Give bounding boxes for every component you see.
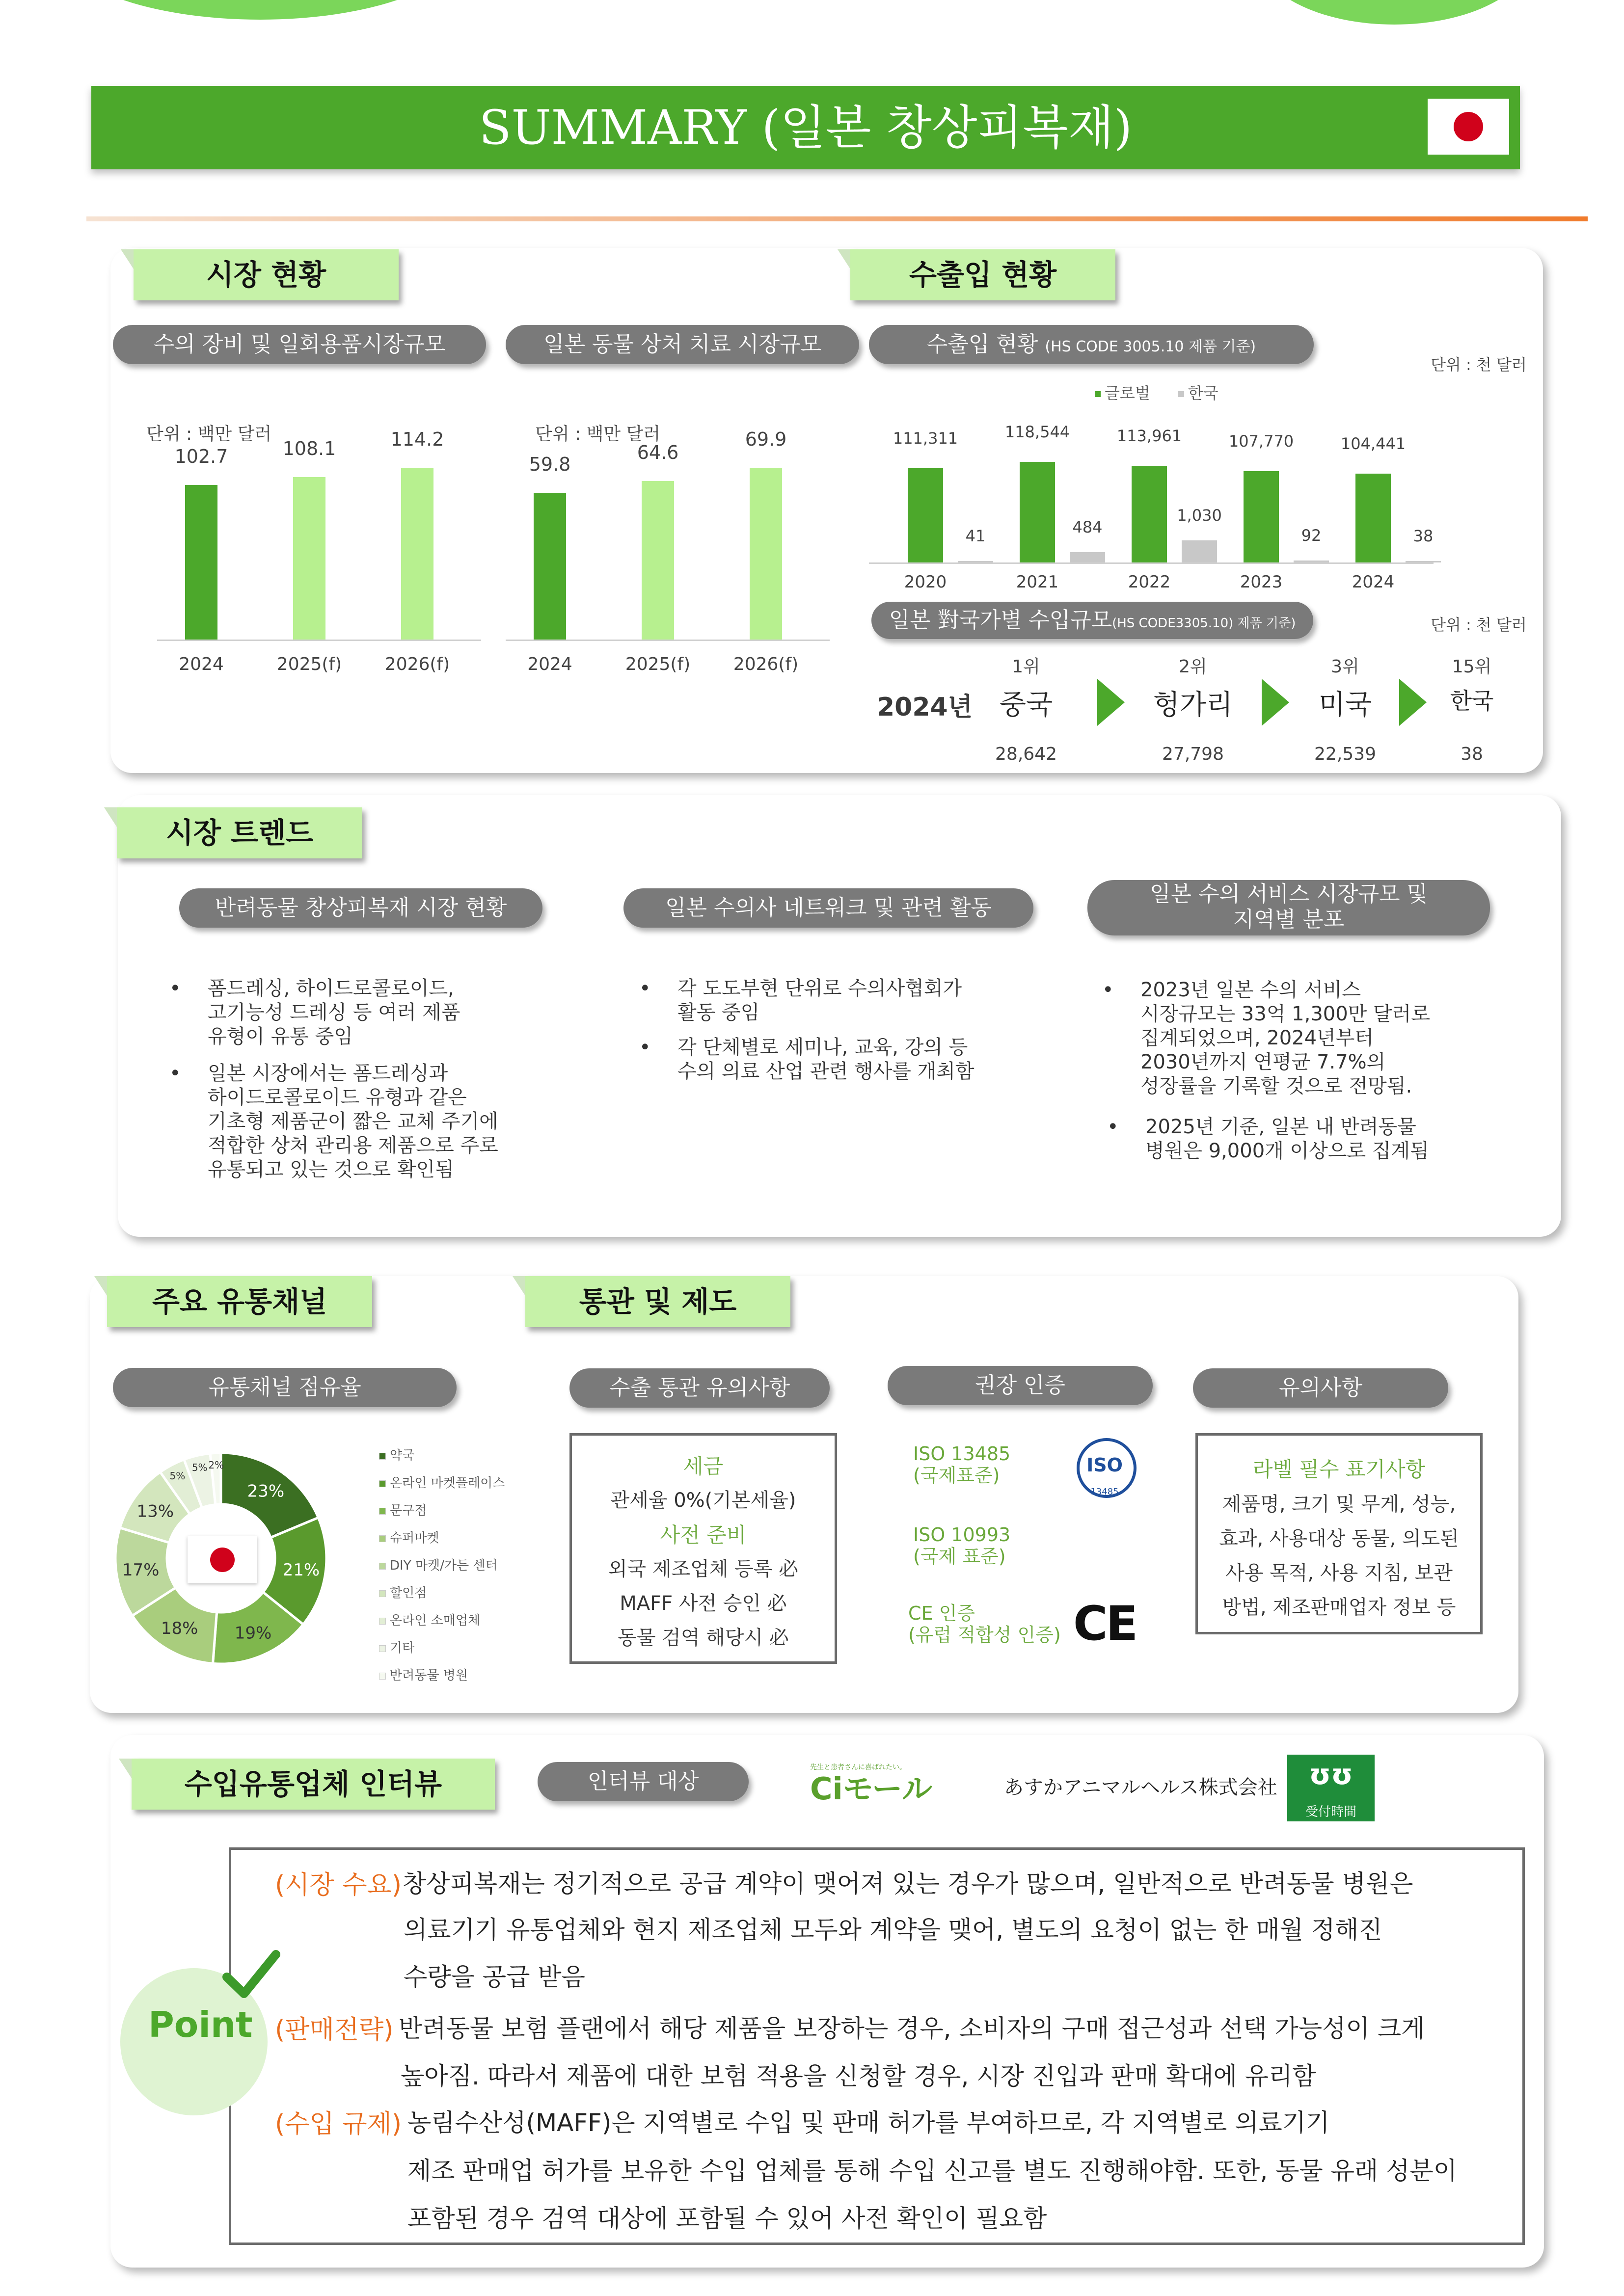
interview-row2-line2: 높아짐. 따라서 제품에 대한 보험 적용을 신청할 경우, 시장 진입과 판매 확대에 유리함 [401,2062,1316,2090]
customs-line-3: MAFF 사전 승인 必 [620,1592,787,1615]
chevron-right-icon [1262,679,1289,726]
trade-year-label: 2021 [1016,572,1059,592]
legend-label: 문구점 [390,1503,427,1518]
rank-position: 1위 [1012,657,1040,677]
rank-position: 15위 [1452,657,1492,677]
year-label: 2024년 [877,693,973,722]
iso13485-label: ISO 13485 (국제표준) [913,1443,1011,1486]
legend-swatch [379,1590,386,1597]
cert-pill: 권장 인증 [888,1366,1153,1405]
legend-label: 약국 [390,1448,415,1463]
interview-kw-2: (판매전략) [275,2015,394,2045]
chart1-bar [293,477,325,640]
trend-col2-bullet-1: • 각 도도부현 단위로 수의사협회가 활동 중임 [639,977,962,1024]
ce-label: CE 인증 (유럽 적합성 인증) [908,1602,1061,1646]
chart1-bar [185,485,217,640]
trade-korea-label: 38 [1413,527,1434,545]
trade-korea-label: 92 [1301,526,1322,545]
rank-value: 22,539 [1314,744,1376,764]
trend-col3-bullet-1: • 2023년 일본 수의 서비스 시장규모는 33억 1,300만 달러로 집계되었으며, 2024년부터 2030년까지 연평균 7.7%의 성장률을 기록할 것으로 전망됨. [1102,979,1430,1097]
chart1-value-label: 102.7 [174,446,228,468]
donut-slice-label: 18% [161,1618,198,1638]
divider [86,216,1588,221]
legend-swatch [379,1563,386,1570]
point-label: Point [148,2004,253,2045]
chart2-value-label: 64.6 [637,441,679,463]
trade-unit: 단위 : 천 달러 [1431,355,1527,374]
channel-pill: 유통채널 점유율 [113,1368,457,1407]
chart1-category-label: 2024 [179,654,224,674]
trade-korea-bar [1406,561,1441,562]
import-pill [871,602,1313,639]
trade-global-label: 111,311 [893,428,958,448]
japan-flag-icon [1428,99,1509,155]
channel-legend-item [379,1665,468,1683]
trade-korea-bar [958,561,993,562]
trade-legend-global: 글로벌 [1095,381,1150,403]
interview-kw-3: (수입 규제) [275,2109,402,2139]
notes-box [1195,1433,1483,1634]
legend-label: 반려동물 병원 [390,1668,468,1683]
chart2-axis [506,640,830,641]
chart1-unit: 단위 : 백만 달러 [146,424,272,444]
channel-section-title: 주요 유통채널 [107,1276,372,1327]
trade-global-bar [1355,474,1391,562]
legend-swatch [379,1618,386,1625]
customs-pill: 수출 통관 유의사항 [569,1368,830,1408]
trade-year-label: 2023 [1240,572,1283,592]
trade-pill-sub: (HS CODE 3005.10 제품 기준) [1045,338,1256,355]
checkmark-icon [222,1949,281,2002]
ci-mall-logo: 先生と患者さんに喜ばれたい。 Ciモール [810,1763,933,1807]
legend-label: 온라인 소매업체 [390,1613,481,1628]
donut-slice-label: 21% [282,1560,320,1580]
chart2-bar [534,493,566,640]
notes-heading: 라벨 필수 표기사항 [1252,1457,1426,1481]
channel-legend-item [379,1445,414,1464]
chart2-category-label: 2024 [527,654,572,674]
channel-legend-item [379,1583,427,1601]
customs-heading-tax: 세금 [683,1454,724,1478]
import-unit: 단위 : 천 달러 [1431,615,1527,634]
reception-logo: ʊʊ 受付時間 [1287,1755,1375,1821]
interview-row3-line1: 농림수산성(MAFF)은 지역별로 수입 및 판매 허가를 부여하므로, 각 지역별로 의료기기 [407,2109,1330,2137]
trade-global-bar [1020,462,1055,562]
trend-col2-bullet-2: • 각 단체별로 세미나, 교육, 강의 등 수의 의료 산업 관련 행사를 개최함 [639,1036,974,1083]
trade-global-label: 113,961 [1116,426,1182,445]
donut-slice-label: 23% [247,1481,285,1501]
donut-slice-label: 5% [169,1469,186,1482]
iso-logo-icon: ISO 13485 [1073,1436,1137,1499]
donut-slice-label: 2% [208,1459,224,1471]
donut-slice-label: 13% [136,1501,174,1522]
chart2-value-label: 59.8 [529,453,571,475]
rank-country: 미국 [1318,689,1372,721]
trend-col1-bullet-1: • 폼드레싱, 하이드로콜로이드, 고기능성 드레싱 등 여러 제품 유형이 유통 중임 [169,977,460,1048]
legend-swatch [379,1535,386,1542]
customs-line-2: 외국 제조업체 등록 必 [608,1558,799,1580]
ce-mark-icon: CE [1073,1596,1137,1651]
legend-swatch [379,1645,386,1652]
rank-country: 한국 [1450,688,1494,714]
chart1-value-label: 108.1 [282,437,336,459]
chart2-bar [642,481,674,640]
chart1-pill: 수의 장비 및 일회용품시장규모 [113,325,486,364]
legend-label: DIY 마켓/가든 센터 [390,1558,498,1573]
trade-year-label: 2024 [1352,572,1395,592]
trade-korea-label: 484 [1072,517,1103,536]
donut-slice-label: 19% [234,1623,272,1643]
interview-row1-line1: 창상피복재는 정기적으로 공급 계약이 맺어져 있는 경우가 많으며, 일반적으로 반려동물 병원은 [403,1869,1413,1898]
trade-korea-label: 1,030 [1177,506,1222,525]
customs-line-1: 관세율 0%(기본세율) [610,1489,796,1512]
interview-kw-1: (시장 수요) [275,1870,402,1900]
chart2-category-label: 2026(f) [733,654,799,674]
trade-global-label: 107,770 [1228,431,1294,451]
trend-col3-pill: 일본 수의 서비스 시장규모 및 지역별 분포 [1087,880,1490,935]
donut-slice-label: 5% [191,1461,208,1473]
trade-global-bar [1244,471,1279,562]
trade-axis [869,562,1434,564]
trade-pill-main: 수출입 현황 [926,332,1038,357]
interview-pill: 인터뷰 대상 [538,1762,749,1801]
market-section-title: 시장 현황 [134,249,399,300]
chart1-value-label: 114.2 [390,428,444,450]
interview-section-title: 수입유통업체 인터뷰 [132,1759,495,1810]
iso10993-label: ISO 10993 (국제 표준) [913,1524,1011,1567]
trade-korea-label: 41 [965,527,986,545]
donut-slice-label: 17% [122,1560,160,1580]
decorative-blob-right [1257,0,1532,25]
rank-position: 3위 [1331,657,1359,677]
notes-line-2: 효과, 사용대상 동물, 의도된 [1219,1527,1459,1550]
customs-box [569,1433,837,1664]
trade-year-label: 2022 [1128,572,1171,592]
page-title: SUMMARY (일본 창상피복재) [479,100,1133,155]
interview-row1-line2: 의료기기 유통업체와 현지 제조업체 모두와 계약을 맺어, 별도의 요청이 없는 한 매월 정해진 [404,1916,1382,1944]
trend-col1-pill: 반려동물 창상피복재 시장 현황 [179,888,542,928]
legend-label: 온라인 마켓플레이스 [390,1476,505,1491]
decorative-blob-left [59,0,461,20]
trade-pill [869,325,1314,364]
legend-swatch [379,1453,386,1460]
chart2-pill: 일본 동물 상처 치료 시장규모 [506,325,859,364]
trade-section-title: 수출입 현황 [850,249,1115,300]
trend-section-title: 시장 트렌드 [117,807,362,858]
legend-swatch [379,1508,386,1515]
legend-label: 슈퍼마켓 [390,1531,439,1546]
import-pill-main: 일본 對국가별 수입규모 [889,608,1112,633]
channel-legend-item [379,1500,427,1519]
trade-global-label: 104,441 [1340,434,1406,454]
rank-value: 38 [1461,744,1483,764]
rank-value: 28,642 [995,744,1057,764]
chart2-bar [750,468,782,640]
notes-line-3: 사용 목적, 사용 지침, 보관 [1225,1562,1453,1584]
chart1-axis [157,640,481,641]
trade-korea-bar [1070,552,1105,562]
channel-legend-item [379,1528,439,1546]
chart2-category-label: 2025(f) [625,654,691,674]
chart1-bar [401,468,433,640]
chevron-right-icon [1399,679,1427,726]
customs-section-title: 통관 및 제도 [525,1276,790,1327]
legend-swatch [379,1480,386,1487]
channel-legend-item [379,1638,414,1656]
customs-heading-prep: 사전 준비 [660,1523,747,1547]
trend-col3-bullet-2: • 2025년 기준, 일본 내 반려동물 병원은 9,000개 이상으로 집계됨 [1107,1116,1429,1162]
chart2-value-label: 69.9 [745,428,787,450]
chevron-right-icon [1097,679,1125,726]
notes-line-1: 제품명, 크기 및 무게, 성능, [1222,1493,1456,1516]
interview-row2-line1: 반려동물 보험 플랜에서 해당 제품을 보장하는 경우, 소비자의 구매 접근성과 선택 가능성이 크게 [399,2014,1425,2043]
trade-global-bar [908,468,943,562]
legend-swatch [379,1673,386,1680]
legend-label: 할인점 [390,1586,427,1601]
notes-line-4: 방법, 제조판매업자 정보 등 [1222,1596,1456,1619]
legend-label: 기타 [390,1641,415,1655]
trend-col2-pill: 일본 수의사 네트워크 및 관련 활동 [623,888,1033,928]
japan-flag-icon [188,1536,257,1583]
interview-row3-line3: 포함된 경우 검역 대상에 포함될 수 있어 사전 확인이 필요함 [407,2204,1047,2233]
notes-pill: 유의사항 [1193,1368,1448,1408]
chart2-unit: 단위 : 백만 달러 [535,424,661,444]
chart1-category-label: 2026(f) [384,654,450,674]
trade-global-label: 118,544 [1004,423,1070,441]
channel-legend-item [379,1473,505,1491]
trade-korea-bar [1182,540,1217,562]
header-bar [91,86,1520,169]
interview-row3-line2: 제조 판매업 허가를 보유한 수입 업체를 통해 수입 신고를 별도 진행해야함. 또한, 동물 유래 성분이 [407,2157,1457,2185]
trade-legend-korea: 한국 [1178,381,1218,403]
import-pill-sub: (HS CODE3305.10) 제품 기준) [1112,616,1296,631]
rank-value: 27,798 [1162,744,1224,764]
customs-line-4: 동물 검역 해당시 必 [618,1627,789,1649]
channel-legend-item [379,1555,498,1574]
channel-legend-item [379,1610,480,1629]
asuka-logo: あすかアニマルヘルス株式会社 [1004,1776,1277,1799]
rank-country: 헝가리 [1153,689,1233,721]
trade-korea-bar [1294,561,1329,562]
trade-year-label: 2020 [904,572,947,592]
chart1-category-label: 2025(f) [276,654,342,674]
interview-row1-line3: 수량을 공급 받음 [404,1963,585,1991]
rank-country: 중국 [999,689,1053,721]
rank-position: 2위 [1179,657,1207,677]
trend-col1-bullet-2: • 일본 시장에서는 폼드레싱과 하이드로콜로이드 유형과 같은 기초형 제품군이 짧은 교체 주기에 적합한 상처 관리용 제품으로 주로 유통되고 있는 것으로 확인됨 [169,1062,498,1181]
